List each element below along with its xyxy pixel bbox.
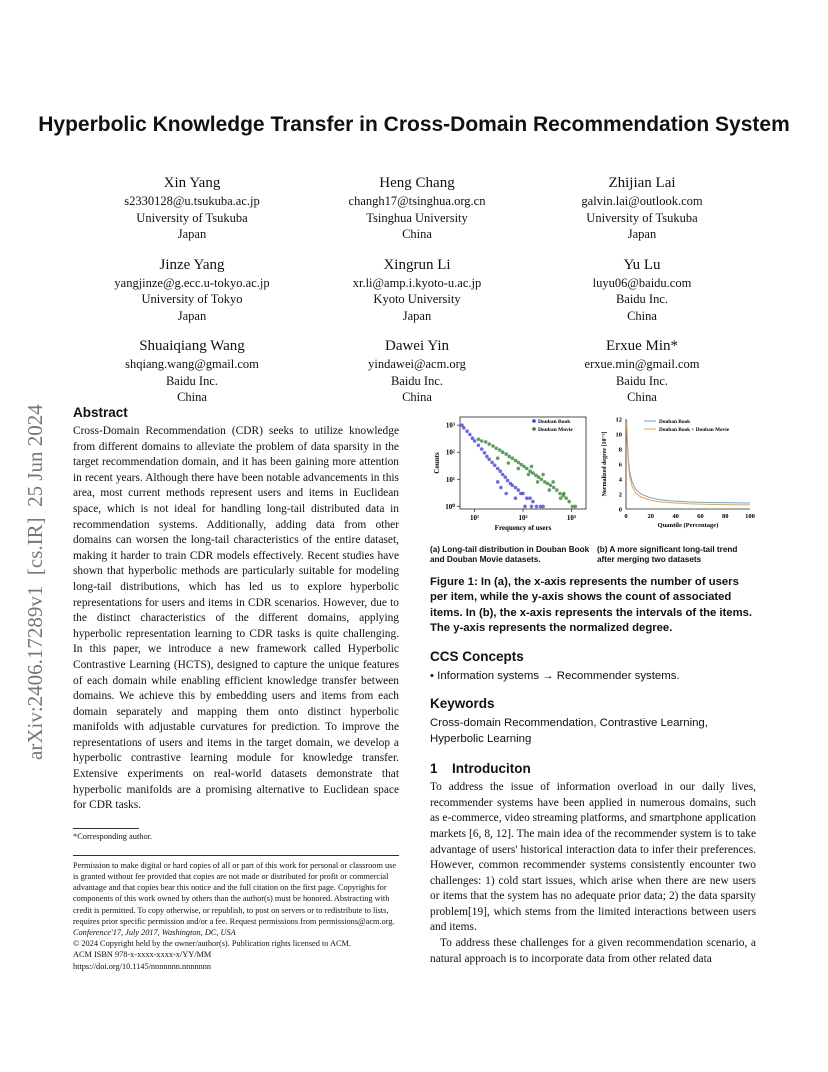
- y-axis-label: Counts: [433, 452, 441, 474]
- author-email[interactable]: changh17@tsinghua.org.cn: [348, 194, 486, 208]
- data-point: [567, 500, 571, 504]
- author: [542, 256, 742, 325]
- paper-title: Hyperbolic Knowledge Transfer in Cross-Domain Recommendation System: [38, 113, 790, 136]
- x-tick-label: 100: [745, 513, 755, 520]
- y-tick-label: 4: [618, 476, 622, 484]
- legend-marker: [532, 427, 536, 431]
- data-point: [504, 475, 508, 479]
- author-name: Zhijian Lai: [608, 175, 676, 191]
- author-country: China: [627, 308, 657, 323]
- author-name: Xingrun Li: [383, 256, 451, 273]
- author-row: [92, 337, 742, 406]
- data-point: [504, 452, 508, 456]
- author: [542, 337, 742, 406]
- abstract-heading: Abstract: [73, 405, 128, 420]
- author-affiliation: University of Tokyo: [141, 292, 243, 306]
- data-point: [465, 429, 469, 433]
- data-point: [521, 492, 525, 496]
- author-country: China: [177, 390, 207, 404]
- x-tick-label: 80: [721, 513, 729, 520]
- data-point: [525, 496, 529, 500]
- figure-caption: Figure 1: In (a), the x-axis represents the number of users per item, while the y-axis shows the count of associated items. In (b), the x-axis represents the intervals of the items. The y-axis represents the normalized degree.: [430, 576, 753, 635]
- data-point: [501, 473, 505, 477]
- data-point: [477, 444, 481, 448]
- data-point: [496, 467, 500, 471]
- intro-heading: [430, 761, 756, 776]
- author: [542, 174, 742, 243]
- data-point: [483, 451, 487, 455]
- y-tick-label: 10¹: [445, 475, 455, 484]
- data-point: [499, 486, 503, 490]
- author-country: China: [627, 390, 657, 404]
- legend-marker: [532, 419, 536, 423]
- legend-label: Douban Book: [538, 419, 571, 425]
- permission-text: Permission to make digital or hard copies of all or part of this work for personal or classroom use is granted without fee provided that copies are not made or distributed for profit or commercial advantage and that copies bear this notice and the full citation on the first page. Copyrights for components of this work owned by others than the author(s) must be honored. Abstracting with credit is permitted. To copy otherwise, or republish, to post on servers or to redistribute to lists, requires prior specific permission and/or a fee. Request permissions from permissions@acm.org.: [73, 860, 397, 926]
- data-point: [528, 496, 532, 500]
- author-row: [92, 256, 742, 325]
- figure-1: [430, 405, 756, 573]
- author: [92, 256, 292, 325]
- data-point: [496, 480, 500, 484]
- author-name: Shuaiqiang Wang: [139, 338, 245, 354]
- keywords-heading: Keywords: [430, 696, 495, 712]
- data-point: [462, 426, 466, 430]
- data-point: [480, 439, 484, 443]
- ccs-heading: CCS Concepts: [430, 648, 524, 664]
- author-email[interactable]: xr.li@amp.i.kyoto-u.ac.jp: [352, 275, 482, 290]
- data-point: [517, 488, 521, 492]
- data-point: [552, 486, 556, 490]
- data-point: [484, 440, 488, 444]
- keywords-text: Cross-domain Recommendation, Contrastive Learning, Hyperbolic Learning: [430, 717, 708, 745]
- permission-block: [73, 860, 399, 972]
- data-point: [517, 461, 521, 465]
- legend-label: Douban Movie: [538, 427, 573, 433]
- author-name: Heng Chang: [379, 175, 455, 191]
- data-point: [546, 482, 550, 486]
- data-point: [491, 444, 495, 448]
- data-point: [541, 505, 545, 509]
- data-point: [523, 505, 527, 509]
- author: [317, 256, 517, 325]
- footnote: *Corresponding author.: [73, 831, 153, 841]
- author: [92, 174, 292, 243]
- data-point: [558, 492, 562, 496]
- data-point: [511, 456, 515, 460]
- y-tick-label: 6: [618, 461, 622, 469]
- data-point: [496, 456, 500, 460]
- author-country: China: [402, 390, 432, 404]
- data-point: [511, 484, 515, 488]
- abstract-text: Cross-Domain Recommendation (CDR) seeks to utilize knowledge from different domains to alleviate the problem of data sparsity in the target recommendation domain, and it has been gaining more attention in recent years. Although there have been notable advancements in this area, most current methods represent users and items in Euclidean space, which is not ideal for handling long-tail distributed data in recommendation systems. Additionally, adding data from other domains can worsen the long-tail characteristics of the entire dataset, making it harder to train CDR models effectively. Recent studies have shown that hyperbolic methods are particularly suitable for modeling long-tail distributions, which has led us to explore hyperbolic representations for users and items in CDR scenarios. However, due to the distinct characteristics of the different domains, applying hyperbolic representation learning to CDR tasks is quite challenging. In this paper, we introduce a new framework called Hyperbolic Contrastive Learning (HCTS), designed to capture the unique features of each domain while enabling efficient knowledge transfer between domains. We achieve this by embedding users and items from each domain separately and mapping them onto distinct hyperbolic manifolds with adjustable curvatures for prediction. To improve the representations of users and items in the target domain, we develop a hyperbolic contrastive learning module for knowledge transfer. Extensive experiments on real-world datasets demonstrate that hyperbolic manifolds are a promising alternative to Euclidean space for CDR tasks.: [73, 425, 399, 812]
- data-point: [487, 458, 491, 462]
- author-name: Dawei Yin: [384, 338, 449, 354]
- author-name: Yu Lu: [623, 256, 661, 273]
- author-affiliation: Baidu Inc.: [165, 373, 219, 388]
- author-row: [92, 174, 742, 243]
- data-point: [499, 469, 503, 473]
- x-tick-label: 10³: [566, 514, 576, 522]
- chart-b: [596, 409, 756, 537]
- author-affiliation: Baidu Inc.: [615, 292, 669, 306]
- author-email[interactable]: erxue.min@gmail.com: [584, 357, 700, 371]
- footnote-divider: [73, 828, 139, 829]
- data-point: [473, 439, 477, 443]
- author-email[interactable]: luyu06@baidu.com: [592, 275, 692, 290]
- data-point: [574, 505, 578, 509]
- author: [317, 174, 517, 243]
- data-point: [498, 448, 502, 452]
- data-point: [525, 467, 529, 471]
- subcaption-a: (a) Long-tail distribution in Douban Book and Douban Movie datasets.: [430, 545, 590, 564]
- author-email[interactable]: yindawei@acm.org: [368, 357, 466, 371]
- data-point: [540, 478, 544, 482]
- data-point: [531, 471, 535, 475]
- data-point: [477, 438, 481, 442]
- x-tick-label: 20: [647, 513, 655, 520]
- conference-info: Conference'17, July 2017, Washington, DC, USA: [73, 928, 236, 938]
- data-point: [530, 505, 534, 509]
- isbn-info: ACM ISBN 978-x-xxxx-xxxx-x/YY/MM: [73, 950, 212, 960]
- data-point: [564, 496, 568, 500]
- data-point: [535, 505, 539, 509]
- author-name: Erxue Min*: [605, 338, 679, 354]
- author-country: China: [402, 227, 432, 241]
- y-tick-label: 10⁰: [445, 502, 455, 511]
- data-point: [468, 433, 472, 437]
- data-point: [551, 480, 555, 484]
- permission-divider: [73, 855, 399, 856]
- series-line: [627, 423, 750, 505]
- y-tick-label: 12: [615, 416, 622, 424]
- author-email[interactable]: shqiang.wang@gmail.com: [125, 357, 259, 371]
- author-country: Japan: [177, 308, 207, 323]
- author-email[interactable]: s2330128@u.tsukuba.ac.jp: [124, 194, 260, 208]
- y-tick-label: 10³: [445, 421, 455, 430]
- data-point: [514, 486, 518, 490]
- author-affiliation: Tsinghua University: [366, 210, 468, 225]
- data-point: [471, 436, 475, 440]
- data-point: [527, 473, 531, 477]
- data-point: [487, 442, 491, 446]
- x-tick-label: 10¹: [470, 514, 480, 522]
- data-point: [504, 492, 508, 496]
- intro-paragraph-2: To address these challenges for a given recommendation scenario, a natural approach is to incorporate data from other related data: [430, 937, 756, 965]
- y-tick-label: 2: [618, 491, 622, 499]
- author-name: Xin Yang: [163, 175, 221, 191]
- author-email[interactable]: galvin.lai@outlook.com: [581, 194, 703, 208]
- data-point: [507, 461, 511, 465]
- author: [92, 337, 292, 406]
- left-column: [73, 405, 399, 972]
- data-point: [507, 455, 511, 459]
- data-point: [485, 455, 489, 459]
- data-point: [493, 464, 497, 468]
- author-affiliation: Baidu Inc.: [615, 373, 669, 388]
- author-country: Japan: [627, 227, 657, 241]
- data-point: [549, 484, 553, 488]
- data-point: [536, 480, 540, 484]
- data-point: [480, 447, 484, 451]
- data-point: [562, 492, 566, 496]
- x-axis-label: Quantile (Percentage): [657, 522, 719, 529]
- data-point: [494, 447, 498, 451]
- subcaption-b: (b) A more significant long-tail trend after merging two datasets: [597, 545, 738, 564]
- legend-label: Douban Book + Douban Movie: [659, 427, 730, 433]
- author: [317, 337, 517, 406]
- author-affiliation: University of Tsukuba: [586, 210, 698, 225]
- section-title: Introduciton: [452, 761, 531, 777]
- data-point: [548, 488, 552, 492]
- data-point: [531, 500, 535, 504]
- intro-paragraph-1: To address the issue of information overload in our daily lives, recommender systems have been applied in numerous domains, such as e-commerce, video streaming platforms, and smartphone application markets [6, 8, 12]. The main idea of the recommender system is to take advantage of users' historical interaction data to infer their preferences. However, common recommender systems consistently encounter two challenges: 1) cold start issues, which arise when there are new users or items that the system has no adequate prior data; 2) the data sparsity problem[19], which stems from the limited interactions between users and items.: [430, 781, 756, 934]
- author-name: Jinze Yang: [159, 256, 225, 273]
- author-block: [92, 174, 742, 419]
- author-country: Japan: [177, 227, 207, 241]
- data-point: [514, 496, 518, 500]
- arxiv-identifier: [12, 300, 52, 770]
- arxiv-id-text: arXiv:2406.17289v1 [cs.IR] 25 Jun 2024: [23, 404, 47, 760]
- data-point: [530, 465, 534, 469]
- y-tick-label: 10²: [445, 448, 455, 457]
- y-tick-label: 8: [618, 446, 622, 454]
- y-axis-label: Normalized degree [10⁻²]: [602, 431, 608, 497]
- doi-link[interactable]: https://doi.org/10.1145/nnnnnnn.nnnnnnn: [73, 961, 212, 971]
- data-point: [517, 467, 521, 471]
- x-tick-label: 0: [624, 513, 628, 520]
- data-point: [559, 496, 563, 500]
- y-tick-label: 10: [615, 431, 622, 439]
- data-point: [506, 479, 510, 483]
- author-affiliation: Kyoto University: [373, 292, 461, 306]
- data-point: [541, 473, 545, 477]
- x-axis-label: Frequency of users: [494, 524, 552, 532]
- data-point: [490, 461, 494, 465]
- author-affiliation: Baidu Inc.: [390, 373, 444, 388]
- author-email[interactable]: yangjinze@g.ecc.u-tokyo.ac.jp: [114, 275, 270, 290]
- ccs-text: • Information systems → Recommender systems.: [430, 669, 680, 682]
- x-tick-label: 60: [697, 513, 704, 520]
- chart-a: [430, 409, 592, 537]
- section-number: 1: [430, 761, 438, 777]
- legend-label: Douban Book: [659, 419, 691, 425]
- data-point: [555, 488, 559, 492]
- data-point: [501, 450, 505, 454]
- author-affiliation: University of Tsukuba: [136, 210, 248, 225]
- right-column: [430, 405, 756, 967]
- x-tick-label: 40: [672, 513, 679, 520]
- copyright-info: © 2024 Copyright held by the owner/author(s). Publication rights licensed to ACM.: [73, 939, 351, 949]
- author-country: Japan: [402, 308, 432, 323]
- y-tick-label: 0: [618, 506, 622, 514]
- x-tick-label: 10²: [518, 514, 528, 522]
